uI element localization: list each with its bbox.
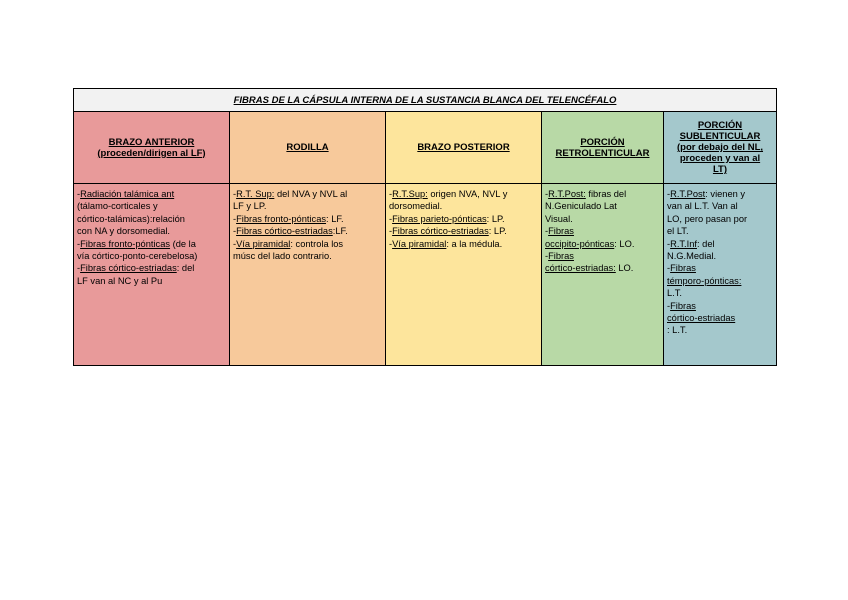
cell-line xyxy=(545,262,660,274)
cell-line xyxy=(667,250,773,262)
cell-line xyxy=(77,188,226,200)
cell-text: - xyxy=(667,238,671,249)
cell-text: el LT. xyxy=(667,226,689,237)
table-title: FIBRAS DE LA CÁPSULA INTERNA DE LA SUSTANCIA BLANCA DEL TELENCÉFALO xyxy=(74,89,777,112)
cell-line xyxy=(667,238,773,250)
cell-line xyxy=(667,275,773,287)
cell-text: :LF. xyxy=(332,226,348,237)
cell-text: - xyxy=(233,226,237,237)
cell-text: Fibras xyxy=(670,263,696,274)
cell-text: : LP. xyxy=(488,226,507,237)
cell-line xyxy=(233,238,382,250)
cell-text: Fibras xyxy=(670,300,696,311)
cell-line xyxy=(77,275,226,287)
header-line: BRAZO POSTERIOR xyxy=(417,142,510,153)
cell-text: - xyxy=(233,213,237,224)
cell-text: L.T. xyxy=(667,288,682,299)
cell-text: Vía piramidal xyxy=(236,238,291,249)
cell-text: R.T.Post: xyxy=(548,189,586,199)
cell-text: Fibras fronto-pónticas xyxy=(236,213,327,224)
cell-text: - xyxy=(389,213,393,224)
header-row xyxy=(74,112,777,184)
cell-text: córtico-estriadas xyxy=(667,313,736,324)
cell-text: Fibras córtico-estriadas xyxy=(80,263,177,274)
cell-line xyxy=(667,287,773,299)
cell-text: - xyxy=(389,226,393,237)
cell-text: músc del lado contrario. xyxy=(233,251,332,262)
cell-text: : controla los xyxy=(290,238,344,249)
header-line: proceden y van al xyxy=(679,153,761,164)
cell-text: occipito-pónticas xyxy=(545,238,615,249)
cell-line xyxy=(545,238,660,250)
cell-text: Fibras córtico-estriadas xyxy=(392,226,489,237)
cell-text: - xyxy=(77,263,81,274)
cell-text: N.Geniculado Lat xyxy=(545,201,617,212)
cell-line xyxy=(545,200,660,212)
header-brazo-posterior xyxy=(386,112,542,184)
cell-line xyxy=(667,188,773,200)
cell-text: van al L.T. Van al xyxy=(667,201,738,212)
header-line: SUBLENTICULAR xyxy=(679,131,761,142)
cell-text: LO, pero pasan por xyxy=(667,213,748,224)
cell-line xyxy=(667,324,773,336)
cell-text: - xyxy=(545,189,549,199)
cell-line xyxy=(667,225,773,237)
cell-text: - xyxy=(545,251,549,262)
cell-text: (de la xyxy=(170,238,196,249)
body-row xyxy=(74,184,777,366)
cell-text: : del xyxy=(176,263,195,274)
cell-line xyxy=(77,250,226,262)
cell-text: Fibras parieto-pónticas xyxy=(392,213,487,224)
cell-text: - xyxy=(667,263,671,274)
cell-line xyxy=(389,213,538,225)
cell-text: Fibras xyxy=(548,226,574,237)
cell-line xyxy=(233,200,382,212)
cell-porcion-retrolenticular xyxy=(542,184,664,366)
cell-line xyxy=(389,225,538,237)
cell-text: Radiación talámica ant xyxy=(80,189,175,199)
cell-text: - xyxy=(233,238,237,249)
header-porcion-sublenticular xyxy=(664,112,777,184)
cell-text: témporo-pónticas: xyxy=(667,275,742,286)
cell-line xyxy=(389,238,538,250)
cell-text: córtico-estriadas: xyxy=(545,263,616,274)
cell-rodilla xyxy=(230,184,386,366)
cell-line xyxy=(667,312,773,324)
cell-line xyxy=(545,225,660,237)
cell-text: dorsomedial. xyxy=(389,201,443,212)
cell-text: - xyxy=(77,238,81,249)
header-line: RETROLENTICULAR xyxy=(555,147,650,159)
cell-text: - xyxy=(389,189,393,199)
cell-text: : del xyxy=(696,238,715,249)
title-row xyxy=(74,89,777,112)
header-line: PORCIÓN xyxy=(697,120,743,131)
cell-text: con NA y dorsomedial. xyxy=(77,226,171,237)
cell-text: - xyxy=(77,189,81,199)
cell-text: - xyxy=(667,189,671,199)
header-porcion-retrolenticular xyxy=(542,112,664,184)
fibras-table xyxy=(73,88,777,366)
cell-line xyxy=(233,225,382,237)
header-line: RODILLA xyxy=(286,142,329,153)
cell-line xyxy=(233,213,382,225)
header-rodilla xyxy=(230,112,386,184)
cell-line xyxy=(545,213,660,225)
cell-text: córtico-talámicas):relación xyxy=(77,213,185,224)
cell-line xyxy=(77,262,226,274)
cell-text: : LO. xyxy=(614,238,635,249)
cell-line xyxy=(389,200,538,212)
cell-line xyxy=(233,250,382,262)
header-brazo-anterior xyxy=(74,112,230,184)
header-line: (por debajo del NL, xyxy=(676,142,764,153)
cell-line xyxy=(667,200,773,212)
cell-text: - xyxy=(233,189,237,199)
cell-text: origen NVA, NVL y xyxy=(427,189,508,199)
cell-text: del NVA y NVL al xyxy=(274,189,348,199)
cell-brazo-anterior xyxy=(74,184,230,366)
cell-text: R.T.Inf xyxy=(670,238,697,249)
cell-line xyxy=(667,213,773,225)
cell-text: - xyxy=(545,226,549,237)
cell-text: : vienen y xyxy=(705,189,746,199)
cell-text: fibras del xyxy=(585,189,627,199)
cell-text: LF y LP. xyxy=(233,201,267,212)
cell-text: R.T.Post xyxy=(670,189,706,199)
cell-line xyxy=(77,200,226,212)
cell-porcion-sublenticular xyxy=(664,184,777,366)
cell-line xyxy=(545,250,660,262)
cell-line xyxy=(389,188,538,200)
cell-text: : L.T. xyxy=(667,325,688,336)
cell-text: vía córtico-ponto-cerebelosa) xyxy=(77,251,198,262)
cell-text: N.G.Medial. xyxy=(667,251,717,262)
cell-text: Visual. xyxy=(545,213,573,224)
cell-text: : a la médula. xyxy=(446,238,503,249)
cell-line xyxy=(233,188,382,200)
cell-text: - xyxy=(389,238,393,249)
cell-text: R.T.Sup: xyxy=(392,189,428,199)
header-line: LT) xyxy=(712,164,728,175)
cell-line xyxy=(77,225,226,237)
cell-text: Fibras fronto-pónticas xyxy=(80,238,171,249)
cell-text: : LP. xyxy=(486,213,505,224)
cell-text: Fibras xyxy=(548,251,574,262)
header-line: PORCIÓN xyxy=(580,136,625,148)
cell-text: : LF. xyxy=(326,213,344,224)
cell-text: LF van al NC y al Pu xyxy=(77,275,163,286)
header-line: (proceden/dirigen al LF) xyxy=(97,147,206,159)
cell-line xyxy=(667,262,773,274)
cell-text: Fibras córtico-estriadas xyxy=(236,226,333,237)
cell-text: - xyxy=(667,300,671,311)
cell-line xyxy=(667,300,773,312)
cell-text: LO. xyxy=(615,263,634,274)
cell-text: R.T. Sup: xyxy=(236,189,275,199)
cell-line xyxy=(77,238,226,250)
cell-line xyxy=(77,213,226,225)
cell-text: (tálamo-corticales y xyxy=(77,201,158,212)
cell-text: Vía piramidal xyxy=(392,238,447,249)
cell-brazo-posterior xyxy=(386,184,542,366)
header-line: BRAZO ANTERIOR xyxy=(108,136,195,148)
cell-line xyxy=(545,188,660,200)
